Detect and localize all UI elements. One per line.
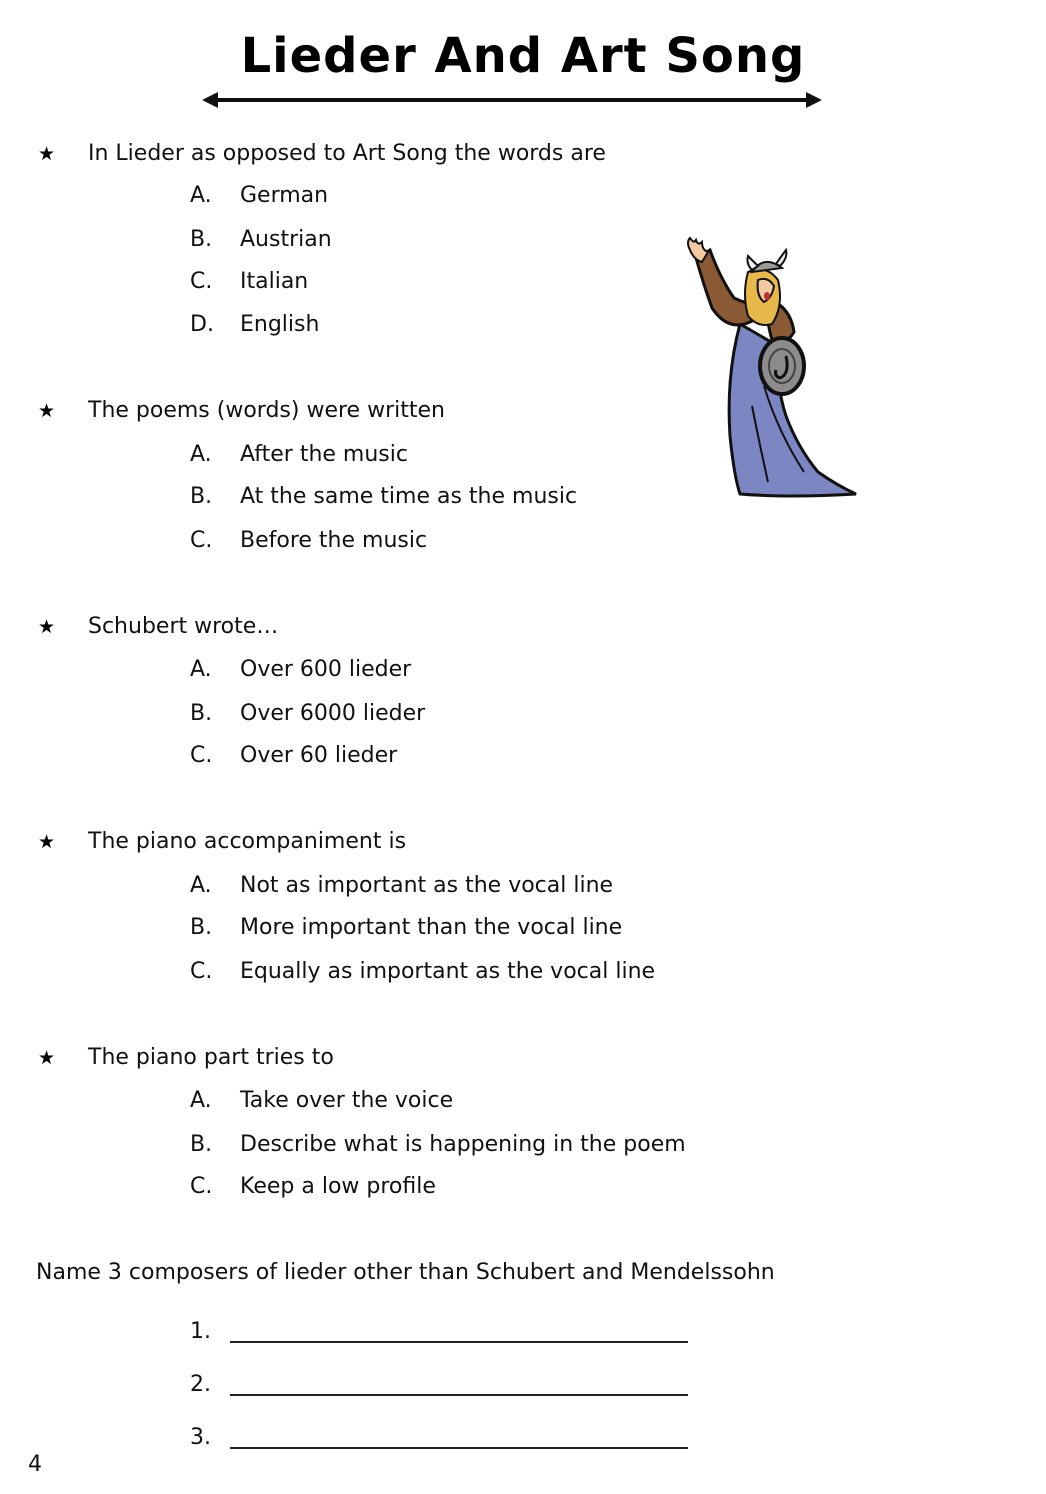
- viking-singer-icon: [668, 236, 868, 506]
- question-prompt: In Lieder as opposed to Art Song the words are: [88, 141, 606, 166]
- question-prompt: The poems (words) were written: [88, 398, 445, 423]
- page-title: Lieder And Art Song: [240, 28, 806, 84]
- option-b[interactable]: B. Over 6000 lieder: [190, 701, 426, 726]
- option-b[interactable]: B. More important than the vocal line: [190, 915, 623, 940]
- option-b[interactable]: B. Austrian: [190, 227, 332, 252]
- answer-line[interactable]: [230, 1394, 688, 1396]
- option-a[interactable]: A. Not as important as the vocal line: [190, 873, 614, 898]
- question-prompt: The piano part tries to: [88, 1045, 334, 1070]
- page-number: 4: [28, 1452, 42, 1477]
- question-prompt: The piano accompaniment is: [88, 829, 407, 854]
- option-c[interactable]: C. Keep a low profile: [190, 1174, 436, 1199]
- option-c[interactable]: C. Equally as important as the vocal line: [190, 959, 656, 984]
- option-a[interactable]: A. German: [190, 183, 329, 208]
- answer-blank-1[interactable]: 1.: [190, 1317, 230, 1347]
- answer-blank-2[interactable]: 2.: [190, 1370, 230, 1400]
- option-c[interactable]: C. Over 60 lieder: [190, 743, 398, 768]
- double-arrow-rule: [202, 88, 822, 112]
- star-bullet-icon: ★: [38, 143, 56, 165]
- option-c[interactable]: C. Italian: [190, 269, 309, 294]
- option-d[interactable]: D. English: [190, 312, 320, 337]
- composers-prompt: Name 3 composers of lieder other than Schubert and Mendelssohn: [36, 1260, 775, 1285]
- answer-blank-3[interactable]: 3.: [190, 1423, 230, 1453]
- question-prompt: Schubert wrote…: [88, 614, 279, 639]
- option-a[interactable]: A. Over 600 lieder: [190, 657, 412, 682]
- option-c[interactable]: C. Before the music: [190, 528, 428, 553]
- star-bullet-icon: ★: [38, 831, 56, 853]
- option-a[interactable]: A. After the music: [190, 442, 408, 467]
- star-bullet-icon: ★: [38, 616, 56, 638]
- star-bullet-icon: ★: [38, 400, 56, 422]
- option-b[interactable]: B. At the same time as the music: [190, 484, 578, 509]
- star-bullet-icon: ★: [38, 1047, 56, 1069]
- answer-line[interactable]: [230, 1341, 688, 1343]
- option-b[interactable]: B. Describe what is happening in the poem: [190, 1132, 686, 1157]
- answer-line[interactable]: [230, 1447, 688, 1449]
- option-a[interactable]: A. Take over the voice: [190, 1088, 454, 1113]
